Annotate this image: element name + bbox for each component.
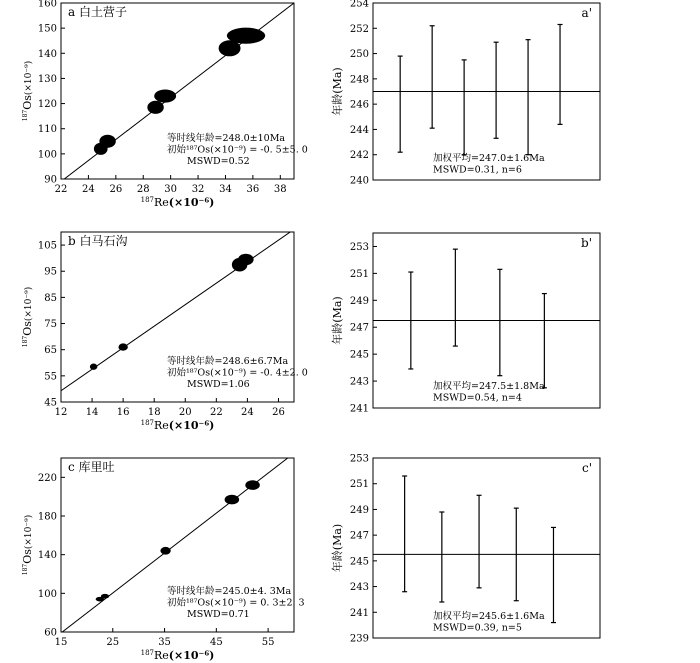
y-tick-label: 75	[44, 319, 57, 331]
annotation-line: MSWD=1.06	[187, 379, 250, 390]
data-point	[160, 547, 170, 555]
y-tick-label: 245	[349, 556, 369, 568]
data-point	[118, 343, 127, 350]
x-tick-label: 20	[178, 407, 192, 418]
x-tick-label: 34	[219, 184, 232, 195]
x-tick-label: 38	[273, 184, 287, 195]
annotation-line: MSWD=0.39, n=5	[433, 622, 522, 634]
y-tick-label: 90	[44, 174, 57, 186]
annotation-line: 初始¹⁸⁷Os(×10⁻⁹) = 0. 3±2. 3	[167, 597, 305, 609]
y-tick-label: 239	[349, 633, 369, 645]
y-tick-label: 251	[349, 479, 369, 491]
y-tick-label: 220	[37, 472, 57, 484]
x-tick-label: 15	[54, 637, 68, 648]
y-tick-label: 241	[349, 607, 369, 619]
y-tick-label: 254	[349, 0, 369, 10]
x-tick-label: 18	[147, 407, 161, 418]
y-tick-label: 95	[44, 266, 57, 278]
x-tick-label: 36	[246, 184, 260, 195]
y-tick-label: 251	[349, 268, 369, 280]
panel-label: b'	[581, 236, 592, 250]
annotation-line: 加权平均=247.0±1.6Ma	[433, 153, 545, 164]
y-axis-label: $^{187}$Os(×10⁻⁹)	[21, 286, 34, 348]
y-tick-label: 85	[44, 292, 57, 304]
annotation-line: 加权平均=247.5±1.8Ma	[433, 381, 545, 392]
y-tick-label: 150	[37, 23, 57, 35]
data-point	[225, 495, 239, 505]
panel-label: a'	[581, 6, 592, 20]
x-tick-label: 28	[136, 184, 150, 195]
y-tick-label: 247	[349, 322, 369, 334]
x-tick-label: 26	[109, 184, 123, 195]
x-tick-label: 14	[85, 407, 99, 418]
x-tick-label: 30	[164, 184, 178, 195]
y-axis-label: $^{187}$Os(×10⁻⁹)	[21, 60, 34, 122]
data-point	[99, 135, 115, 148]
annotation-line: MSWD=0.52	[187, 156, 250, 167]
y-tick-label: 55	[44, 371, 57, 383]
x-tick-label: 55	[261, 637, 275, 648]
annotation-line: MSWD=0.71	[187, 609, 250, 620]
y-tick-label: 120	[37, 99, 57, 111]
x-tick-label: 45	[209, 637, 223, 648]
y-tick-label: 241	[349, 403, 369, 415]
x-tick-label: 16	[116, 407, 130, 418]
panel-label: c'	[581, 461, 592, 475]
panel-5	[21, 453, 305, 662]
x-tick-label: 22	[209, 407, 223, 418]
y-tick-label: 60	[44, 627, 57, 639]
x-tick-label: 32	[191, 184, 205, 195]
y-tick-label: 243	[349, 376, 369, 388]
y-tick-label: 100	[37, 588, 57, 600]
x-tick-label: 35	[158, 637, 171, 648]
y-tick-label: 140	[37, 48, 57, 60]
y-tick-label: 65	[44, 345, 57, 357]
annotation-line: 等时线年龄=248.0±10Ma	[167, 133, 286, 144]
x-axis-label: $^{187}$Re(×10⁻⁶)	[140, 196, 215, 209]
x-axis-label: $^{187}$Re(×10⁻⁶)	[140, 649, 215, 662]
y-tick-label: 253	[349, 453, 369, 465]
y-tick-label: 110	[37, 124, 57, 136]
y-tick-label: 250	[349, 49, 369, 61]
annotation-line: 等时线年龄=245.0±4. 3Ma	[167, 586, 292, 597]
panel-3	[21, 229, 308, 432]
x-tick-label: 26	[272, 407, 285, 418]
y-tick-label: 243	[349, 582, 369, 594]
x-tick-label: 24	[82, 184, 95, 195]
y-axis-label: 年龄(Ma)	[331, 523, 344, 573]
x-tick-label: 24	[241, 407, 254, 418]
annotation-line: 初始¹⁸⁷Os(×10⁻⁹) = -0. 4±2. 0	[167, 367, 308, 379]
annotation-line: MSWD=0.54, n=4	[433, 392, 522, 404]
panel-label: b 白马石沟	[68, 234, 128, 248]
annotation-line: 等时线年龄=248.6±6.7Ma	[167, 356, 289, 367]
y-tick-label: 45	[44, 397, 57, 409]
annotation-line: 初始¹⁸⁷Os(×10⁻⁹) = -0. 5±5. 0	[167, 144, 308, 156]
y-tick-label: 249	[349, 504, 369, 516]
y-tick-label: 160	[37, 0, 57, 10]
y-tick-label: 105	[37, 240, 57, 252]
data-point	[90, 364, 97, 370]
y-axis-label: 年龄(Ma)	[331, 296, 344, 345]
y-tick-label: 248	[349, 74, 369, 86]
y-tick-label: 252	[349, 23, 369, 35]
y-tick-label: 180	[37, 511, 57, 523]
y-axis-label: $^{187}$Os(×10⁻⁹)	[21, 514, 34, 576]
annotation-line: 加权平均=245.6±1.6Ma	[433, 611, 545, 622]
y-tick-label: 242	[349, 150, 369, 162]
data-point	[245, 480, 259, 490]
x-axis-label: $^{187}$Re(×10⁻⁶)	[140, 419, 215, 432]
data-point	[154, 89, 176, 102]
y-tick-label: 240	[349, 175, 369, 187]
y-tick-label: 249	[349, 295, 369, 307]
y-tick-label: 130	[37, 73, 57, 85]
data-point	[227, 28, 265, 44]
y-axis-label: 年龄(Ma)	[331, 67, 344, 116]
y-tick-label: 253	[349, 241, 369, 253]
y-tick-label: 100	[37, 149, 57, 161]
panel-4	[330, 233, 600, 415]
data-point	[238, 254, 254, 266]
x-tick-label: 25	[106, 637, 120, 648]
y-tick-label: 244	[349, 124, 369, 136]
data-point	[147, 101, 163, 114]
panel-label: c 库里吐	[68, 460, 115, 474]
y-tick-label: 246	[349, 99, 369, 111]
annotation-line: MSWD=0.31, n=6	[433, 164, 522, 176]
y-tick-label: 245	[349, 349, 369, 361]
panel-2	[330, 0, 600, 187]
y-tick-label: 140	[37, 550, 57, 562]
panel-label: a 白土营子	[68, 5, 127, 19]
x-tick-label: 12	[54, 407, 68, 418]
data-point	[101, 594, 109, 599]
panel-6	[330, 454, 600, 645]
x-tick-label: 22	[54, 184, 68, 195]
y-tick-label: 247	[349, 530, 369, 542]
panel-1	[21, 0, 308, 209]
